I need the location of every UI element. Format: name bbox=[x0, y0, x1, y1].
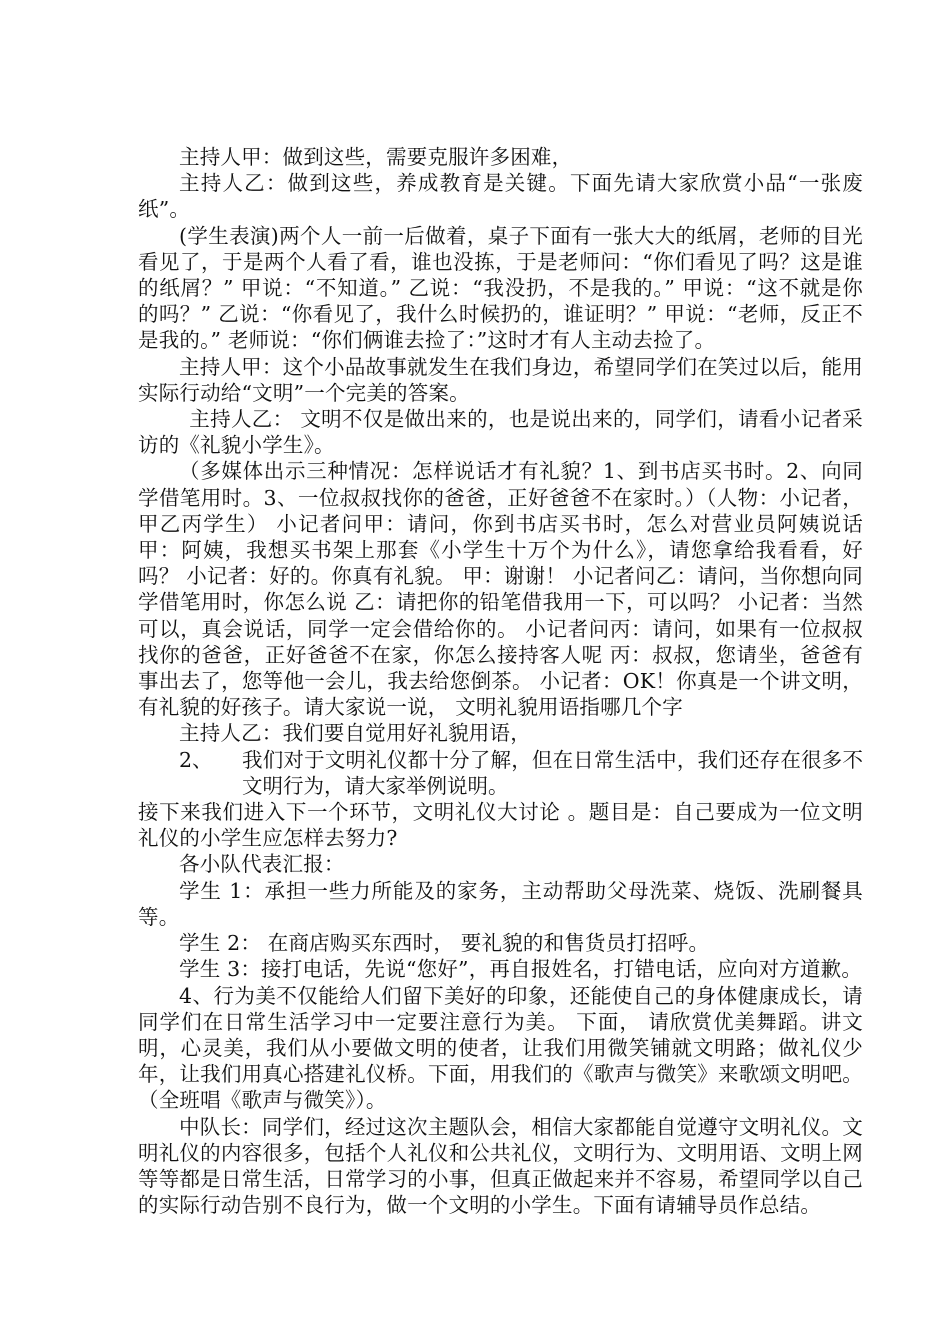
list-item-number: 2、 bbox=[179, 747, 213, 772]
paragraph-skit-performance: (学生表演)两个人一前一后做着，桌子下面有一张大大的纸屑，老师的目光看见了，于是两个人看了看，谁也没拣，于是老师问：“你们看见了吗？这是谁的纸屑？” 甲说：“不知道。” 乙说：“我没扔，不是我的。” 甲说：“这不就是你的吗？” 乙说：“你看见了，我什么时候扔的，谁证明？” 甲说：“老师，反正不是我的。” 老师说：“你们俩谁去捡了：”这时才有人主动去捡了。 bbox=[138, 223, 863, 353]
numbered-list-item bbox=[138, 747, 863, 799]
paragraph-student-2: 学生 2： 在商店购买东西时， 要礼貌的和售货员打招呼。 bbox=[179, 931, 710, 956]
list-item-text: 我们对于文明礼仪都十分了解，但在日常生活中，我们还存在很多不文明行为，请大家举例说明。 bbox=[242, 747, 863, 798]
paragraph-host-b-skit-intro: 主持人乙：做到这些，养成教育是关键。下面先请大家欣赏小品“一张废纸”。 bbox=[138, 171, 863, 222]
paragraph-behavior-beauty: 4、行为美不仅能给人们留下美好的印象，还能使自己的身体健康成长，请同学们在日常生活学习中一定要注意行为美。 下面， 请欣赏优美舞蹈。讲文明，心灵美，我们从小要做文明的使者，让我们用微笑铺就文明路；做礼仪少年，让我们用真心搭建礼仪桥。下面，用我们的《歌声与微笑》来歌颂文明吧。（全班唱《歌声与微笑》）。 bbox=[138, 983, 863, 1113]
paragraph-student-1: 学生 1：承担一些力所能及的家务，主动帮助父母洗菜、烧饭、洗刷餐具等。 bbox=[138, 878, 863, 929]
paragraph-discussion-intro: 接下来我们进入下一个环节，文明礼仪大讨论 。题目是：自己要成为一位文明礼仪的小学生应怎样去努力? bbox=[138, 800, 863, 851]
paragraph-host-b-reporter-intro: 主持人乙： 文明不仅是做出来的，也是说出来的，同学们，请看小记者采访的《礼貌小学生》。 bbox=[138, 407, 863, 458]
paragraph-team-reports-heading: 各小队代表汇报： bbox=[179, 852, 345, 877]
paragraph-host-b-polite-words: 主持人乙：我们要自觉用好礼貌用语， bbox=[179, 721, 531, 746]
paragraph-reporter-interview: （多媒体出示三种情况：怎样说话才有礼貌？1、到书店买书时。2、向同学借笔用时。3、一位叔叔找你的爸爸，正好爸爸不在家时。）（人物：小记者，甲乙丙学生） 小记者问甲：请问，你到书店买书时，怎么对营业员阿姨说话 甲：阿姨，我想买书架上那套《小学生十万个为什么》，请您拿给我看看，好吗？ 小记者：好的。你真有礼貌。 甲：谢谢！ 小记者问乙：请问，当你想向同学借笔用时，你怎么说 乙：请把你的铅笔借我用一下，可以吗？ 小记者：当然可以，真会说话，同学一定会借给你的。 小记者问丙：请问，如果有一位叔叔找你的爸爸，正好爸爸不在家，你怎么接持客人呢 丙：叔叔，您请坐，爸爸有事出去了，您等他一会儿，我去给您倒茶。 小记者：OK！你真是一个讲文明，有礼貌的好孩子。请大家说一说， 文明礼貌用语指哪几个字 bbox=[138, 459, 863, 720]
paragraph-squadron-leader: 中队长：同学们，经过这次主题队会，相信大家都能自觉遵守文明礼仪。文明礼仪的内容很多，包括个人礼仪和公共礼仪，文明行为、文明用语、文明上网等等都是日常生活，日常学习的小事，但真正做起来并不容易，希望同学以自己的实际行动告别不良行为，做一个文明的小学生。下面有请辅导员作总结。 bbox=[138, 1114, 863, 1218]
paragraph-host-a-reflection: 主持人甲：这个小品故事就发生在我们身边，希望同学们在笑过以后，能用实际行动给“文明”一个完美的答案。 bbox=[138, 354, 863, 405]
paragraph-host-a-difficulty: 主持人甲：做到这些，需要克服许多困难， bbox=[179, 145, 573, 169]
document-page bbox=[138, 144, 863, 1218]
paragraph-student-3: 学生 3：接打电话，先说“您好”，再自报姓名，打错电话，应向对方道歉。 bbox=[179, 957, 863, 982]
